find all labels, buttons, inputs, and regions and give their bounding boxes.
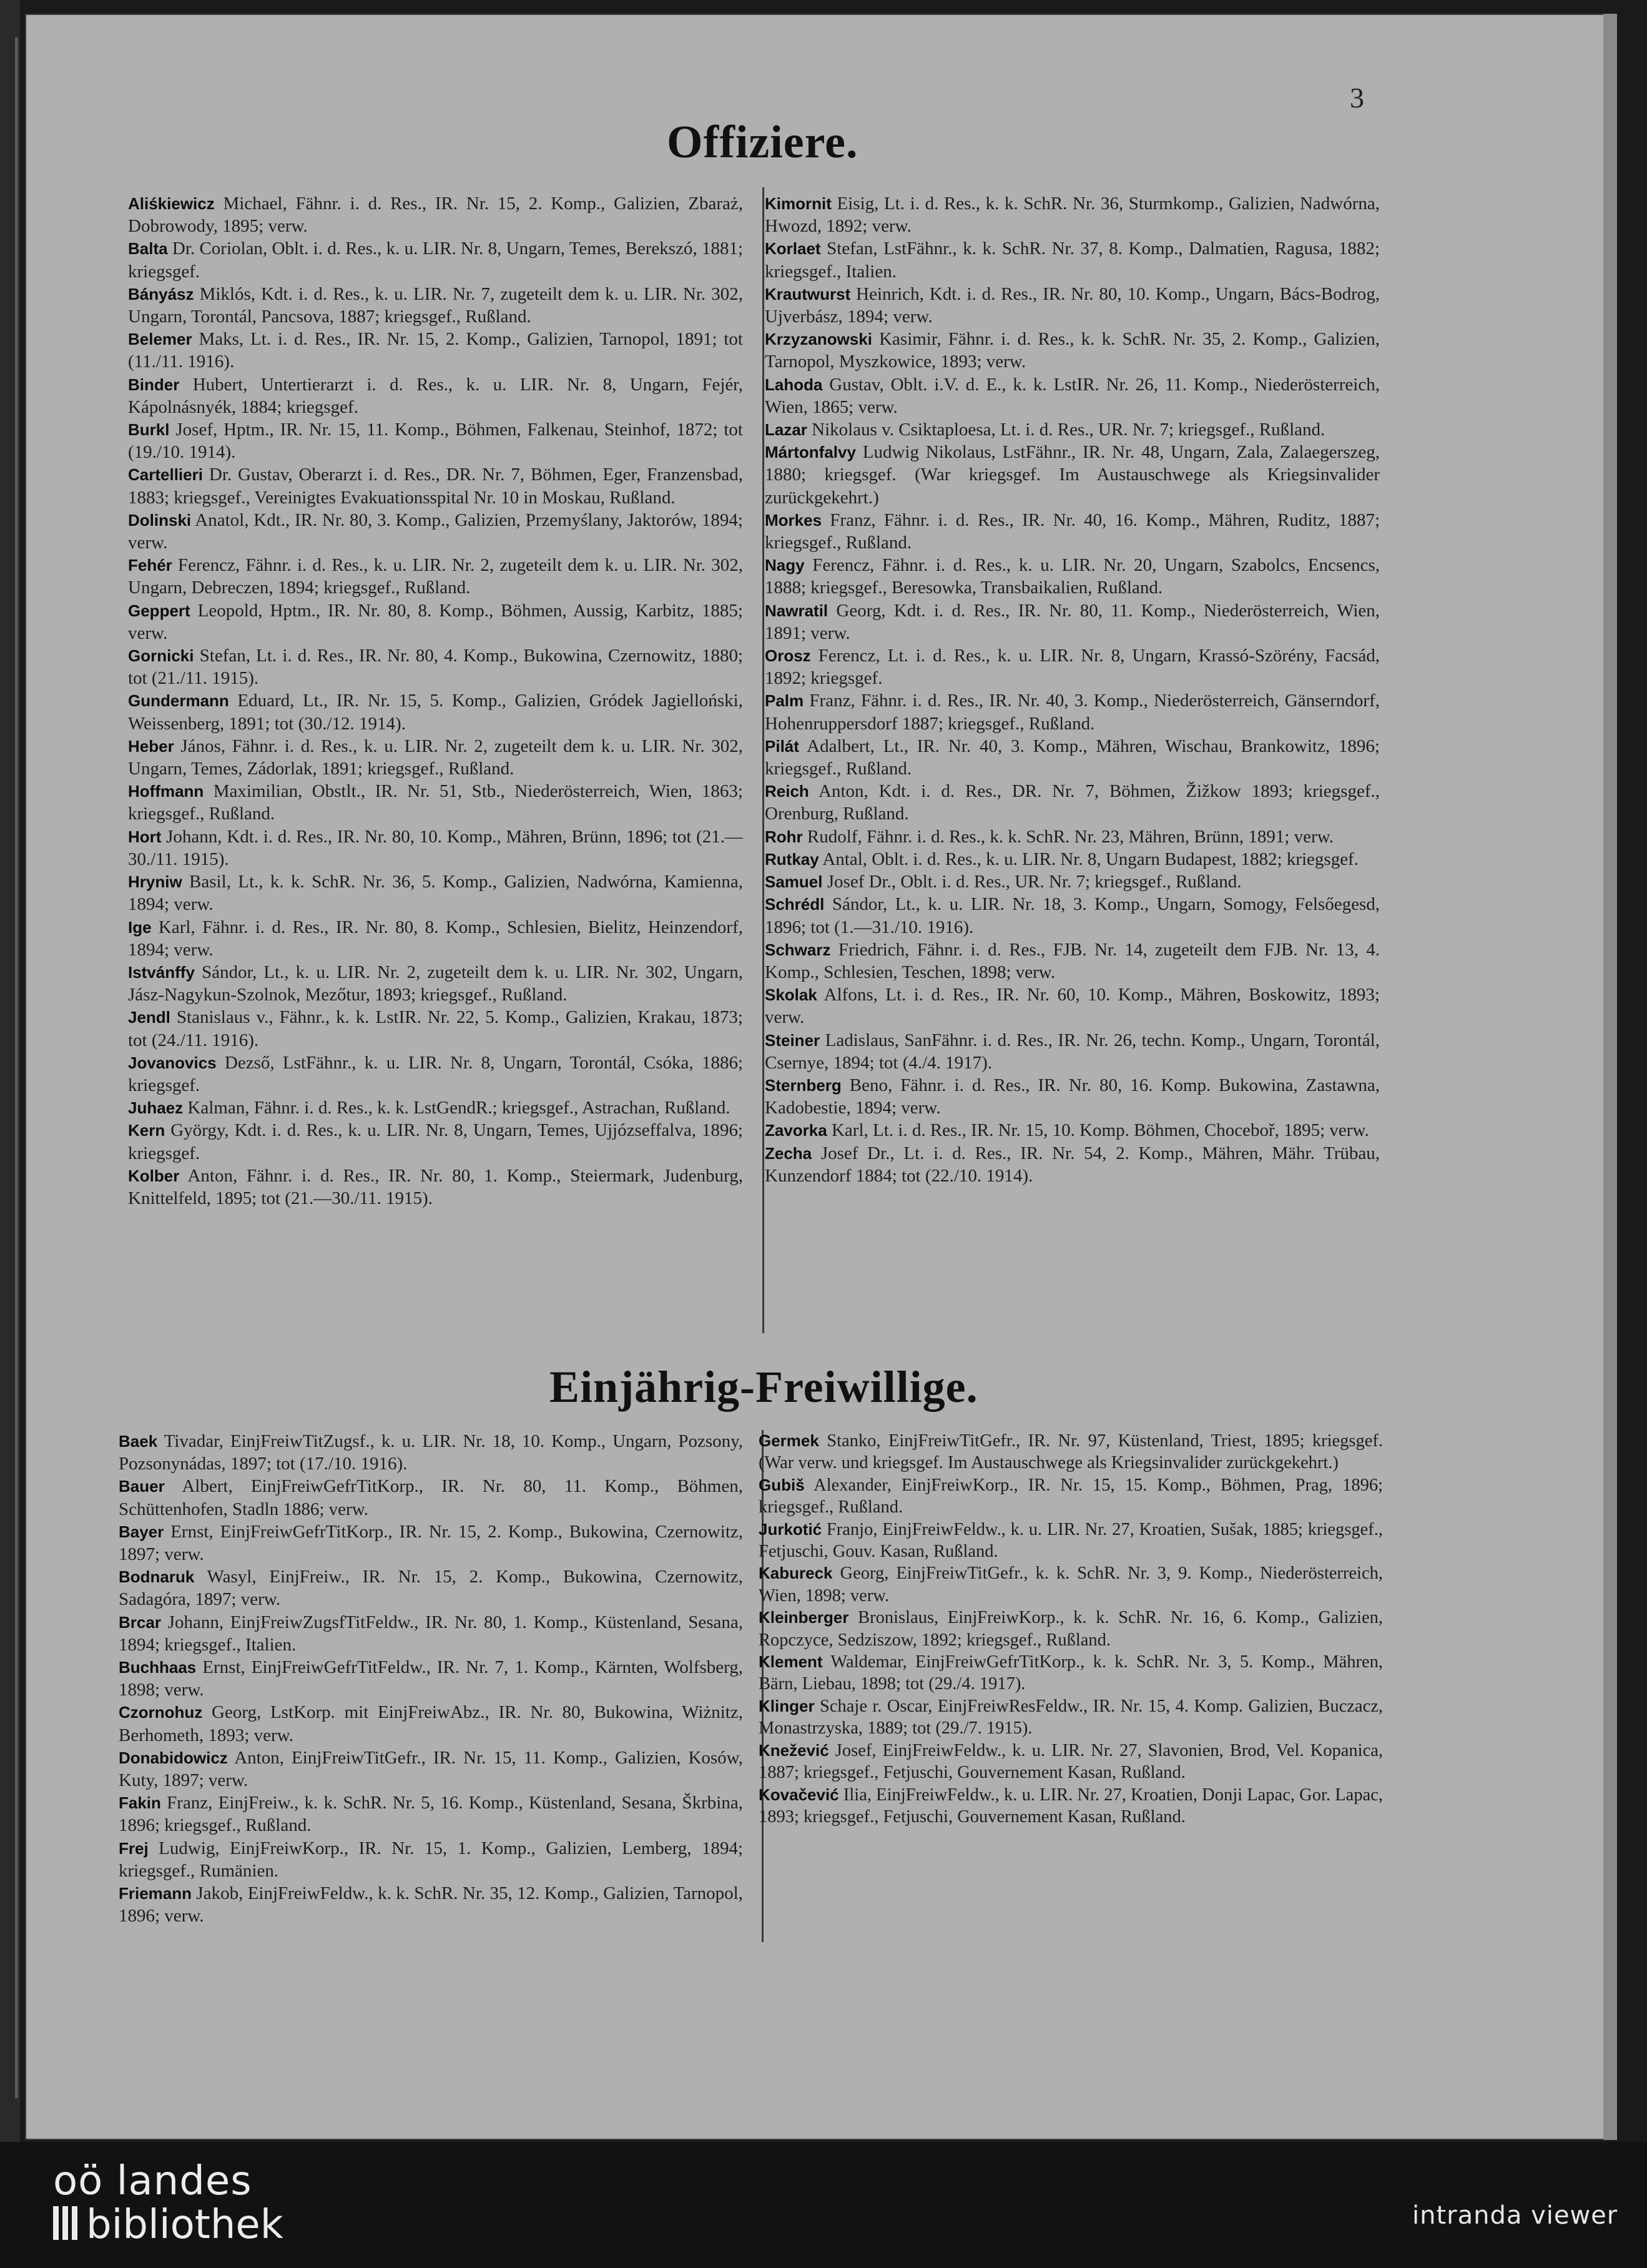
- entry-details: Jakob, EinjFreiwFeldw., k. k. SchR. Nr. 35, 12. Komp., Galizien, Tarnopol, 1896; verw.: [119, 1883, 743, 1926]
- entry-details: Ludwig Nikolaus, LstFähnr., IR. Nr. 48, Ungarn, Zala, Zalaegerszeg, 1880; kriegsgef. (War kriegsgef. Im Austauschwege als Kriegsinvalider zurückgekehrt.): [765, 442, 1380, 508]
- entry-details: Beno, Fähnr. i. d. Res., IR. Nr. 80, 16. Komp. Bukowina, Zastawna, Kadobestie, 1894; verw.: [765, 1075, 1380, 1118]
- heading-officers: Offiziere.: [667, 117, 858, 168]
- register-entry: [128, 826, 743, 870]
- entry-surname: Rutkay: [765, 849, 819, 869]
- entry-surname: Nawratil: [765, 601, 828, 620]
- entry-surname: Klinger: [759, 1696, 815, 1715]
- entry-details: Kasimir, Fähnr. i. d. Res., k. k. SchR. Nr. 35, 2. Komp., Galizien, Tarnopol, Myszkowice, 1893; verw.: [765, 329, 1380, 372]
- entry-details: Ferencz, Fähnr. i. d. Res., k. u. LIR. Nr. 2, zugeteilt dem k. u. LIR. Nr. 302, Ungarn, Debreczen, 1894; kriegsgef., Rußland.: [128, 555, 743, 598]
- register-entry: [765, 1074, 1380, 1119]
- entry-surname: Gubiš: [759, 1475, 805, 1494]
- register-entry: [128, 283, 743, 328]
- entry-surname: Jurkotić: [759, 1519, 822, 1539]
- register-entry: [765, 848, 1380, 870]
- entry-surname: Hryniw: [128, 872, 182, 892]
- entry-surname: Gornicki: [128, 646, 194, 666]
- entry-details: Kalman, Fähnr. i. d. Res., k. k. LstGendR.; kriegsgef., Astrachan, Rußland.: [183, 1098, 730, 1118]
- register-entry: [759, 1519, 1383, 1563]
- adjacent-page-edge: [0, 0, 20, 2142]
- entry-surname: Burkl: [128, 420, 170, 440]
- entry-details: Anton, EinjFreiwTitGefr., IR. Nr. 15, 11. Komp., Galizien, Kosów, Kuty, 1897; verw.: [119, 1747, 743, 1791]
- entry-surname: Mártonfalvy: [765, 443, 856, 462]
- entry-surname: Steiner: [765, 1030, 820, 1050]
- entry-details: Franjo, EinjFreiwFeldw., k. u. LIR. Nr. 27, Kroatien, Sušak, 1885; kriegsgef., Fetjuschi, Gouv. Kasan, Rußland.: [759, 1519, 1383, 1562]
- register-entry: [128, 328, 743, 373]
- entry-details: Ernst, EinjFreiwGefrTitFeldw., IR. Nr. 7, 1. Komp., Kärnten, Wolfsberg, 1898; verw.: [119, 1657, 743, 1700]
- entry-surname: Binder: [128, 375, 180, 394]
- entry-surname: Jovanovics: [128, 1053, 217, 1072]
- register-entry: [119, 1565, 743, 1610]
- entry-surname: Fakin: [119, 1793, 161, 1813]
- entry-surname: Brcar: [119, 1612, 161, 1632]
- entry-surname: Czornohuz: [119, 1703, 203, 1722]
- register-entry: [765, 328, 1380, 373]
- register-entry: [119, 1475, 743, 1520]
- entry-details: Stanislaus v., Fähnr., k. k. LstIR. Nr. 22, 5. Komp., Galizien, Krakau, 1873; tot (24./11. 1916).: [128, 1007, 743, 1050]
- entry-details: Maximilian, Obstlt., IR. Nr. 51, Stb., Niederösterreich, Wien, 1863; kriegsgef., Rußland.: [128, 781, 743, 824]
- logo-line1: oö landes: [53, 2158, 252, 2204]
- logo-line2: bibliothek: [86, 2202, 283, 2248]
- register-entry: [765, 826, 1380, 848]
- entry-details: Michael, Fähnr. i. d. Res., IR. Nr. 15, 2. Komp., Galizien, Zbaraż, Dobrowody, 1895; verw.: [128, 194, 743, 237]
- entry-details: Wasyl, EinjFreiw., IR. Nr. 15, 2. Komp., Bukowina, Czernowitz, Sadagóra, 1897; verw.: [119, 1567, 743, 1610]
- register-entry: [128, 1052, 743, 1097]
- entry-details: Josef Dr., Lt. i. d. Res., IR. Nr. 54, 2. Komp., Mähren, Mähr. Trübau, Kunzendorf 1884; tot (22./10. 1914).: [765, 1143, 1380, 1186]
- register-entry: [765, 554, 1380, 599]
- entry-surname: Krautwurst: [765, 284, 851, 303]
- entry-surname: Bányász: [128, 284, 194, 303]
- entry-details: Alexander, EinjFreiwKorp., IR. Nr. 15, 15. Komp., Böhmen, Prag, 1896; kriegsgef., Rußland.: [759, 1475, 1383, 1517]
- entry-details: Alfons, Lt. i. d. Res., IR. Nr. 60, 10. Komp., Mähren, Boskowitz, 1893; verw.: [765, 985, 1380, 1028]
- entry-surname: Gundermann: [128, 691, 229, 711]
- register-entry: [765, 192, 1380, 237]
- entry-details: Ernst, EinjFreiwGefrTitKorp., IR. Nr. 15, 2. Komp., Bukowina, Czernowitz, 1897; verw.: [119, 1521, 743, 1565]
- register-entry: [759, 1562, 1383, 1607]
- entry-details: Sándor, Lt., k. u. LIR. Nr. 2, zugeteilt dem k. u. LIR. Nr. 302, Ungarn, Jász-Nagykun-Szolnok, Mezőtur, 1893; kriegsgef., Rußland.: [128, 962, 743, 1005]
- entry-surname: Morkes: [765, 510, 822, 530]
- entry-details: Franz, Fähnr. i. d. Res., IR. Nr. 40, 3. Komp., Niederösterreich, Gänserndorf, Hohenruppersdorf 1887; kriegsgef., Rußland.: [765, 691, 1380, 734]
- entry-surname: Heber: [128, 736, 174, 756]
- entry-surname: Palm: [765, 691, 804, 711]
- entry-details: György, Kdt. i. d. Res., k. u. LIR. Nr. 8, Ungarn, Temes, Ujjózseffalva, 1896; kriegsgef.: [128, 1120, 743, 1163]
- entry-details: Albert, EinjFreiwGefrTitKorp., IR. Nr. 80, 11. Komp., Böhmen, Schüttenhofen, Stadln 1886; verw.: [119, 1476, 743, 1519]
- entry-surname: Hoffmann: [128, 782, 204, 801]
- register-entry: [765, 689, 1380, 734]
- entry-surname: Dolinski: [128, 510, 192, 530]
- entry-details: Stefan, LstFähnr., k. k. SchR. Nr. 37, 8. Komp., Dalmatien, Ragusa, 1882; kriegsgef., Italien.: [765, 239, 1380, 282]
- register-entry: [119, 1521, 743, 1565]
- entry-details: Johann, Kdt. i. d. Res., IR. Nr. 80, 10. Komp., Mähren, Brünn, 1896; tot (21.—30./11. 1915).: [128, 826, 743, 869]
- entry-details: Karl, Lt. i. d. Res., IR. Nr. 15, 10. Komp. Böhmen, Choceboř, 1895; verw.: [827, 1120, 1369, 1141]
- entry-details: Ilia, EinjFreiwFeldw., k. u. LIR. Nr. 27, Kroatien, Donji Lapac, Gor. Lapac, 1893; kriegsgef., Fetjuschi, Gouvernement Kasan, Rußland.: [759, 1785, 1383, 1827]
- entry-details: Franz, Fähnr. i. d. Res., IR. Nr. 40, 16. Komp., Mähren, Ruditz, 1887; kriegsgef., Rußland.: [765, 510, 1380, 553]
- register-entry: [128, 418, 743, 463]
- entry-surname: Aliśkiewicz: [128, 194, 215, 213]
- register-entry: [128, 961, 743, 1006]
- register-entry: [128, 780, 743, 825]
- entry-details: Stefan, Lt. i. d. Res., IR. Nr. 80, 4. Komp., Bukowina, Czernowitz, 1880; tot (21./11. 1915).: [128, 646, 743, 689]
- entry-details: Waldemar, EinjFreiwGefrTitKorp., k. k. SchR. Nr. 3, 5. Komp., Mähren, Bärn, Liebau, 1898; tot (29./4. 1917).: [759, 1652, 1383, 1694]
- entry-details: Rudolf, Fähnr. i. d. Res., k. k. SchR. Nr. 23, Mähren, Brünn, 1891; verw.: [802, 826, 1334, 847]
- register-entry: [765, 735, 1380, 780]
- entry-surname: Samuel: [765, 872, 823, 892]
- page-number: 3: [1350, 82, 1364, 114]
- entry-surname: Kern: [128, 1121, 165, 1140]
- register-entry: [759, 1740, 1383, 1784]
- entry-details: Johann, EinjFreiwZugsfTitFeldw., IR. Nr. 80, 1. Komp., Küstenland, Sesana, 1894; kriegsgef., Italien.: [119, 1612, 743, 1655]
- entry-surname: Germek: [759, 1431, 819, 1450]
- entry-surname: Rohr: [765, 827, 803, 846]
- column-divider: [762, 187, 764, 1333]
- entry-surname: Juhaez: [128, 1098, 184, 1118]
- entry-details: Friedrich, Fähnr. i. d. Res., FJB. Nr. 14, zugeteilt dem FJB. Nr. 13, 4. Komp., Schlesien, Teschen, 1898; verw.: [765, 939, 1380, 982]
- entry-details: Schaje r. Oscar, EinjFreiwResFeldw., IR. Nr. 15, 4. Komp. Galizien, Buczacz, Monastrzyska, 1889; tot (29./7. 1915).: [759, 1696, 1383, 1738]
- volunteers-column-left: [119, 1430, 743, 1927]
- register-entry: [765, 509, 1380, 554]
- entry-surname: Fehér: [128, 556, 172, 575]
- entry-details: Josef, Hptm., IR. Nr. 15, 11. Komp., Böhmen, Falkenau, Steinhof, 1872; tot (19./10. 1914).: [128, 420, 743, 463]
- register-entry: [765, 984, 1380, 1028]
- entry-surname: Cartellieri: [128, 465, 203, 485]
- register-entry: [128, 644, 743, 689]
- entry-details: Karl, Fähnr. i. d. Res., IR. Nr. 80, 8. Komp., Schlesien, Bielitz, Heinzendorf, 1894; verw.: [128, 917, 743, 960]
- register-entry: [759, 1607, 1383, 1651]
- entry-surname: Knežević: [759, 1740, 829, 1760]
- entry-details: Tivadar, EinjFreiwTitZugsf., k. u. LIR. Nr. 18, 10. Komp., Ungarn, Pozsony, Pozsonynádas, 1897; tot (17./10. 1916).: [119, 1431, 743, 1474]
- entry-details: Georg, LstKorp. mit EinjFreiwAbz., IR. Nr. 80, Bukowina, Wiżnitz, Berhometh, 1893; verw.: [119, 1702, 743, 1745]
- entry-details: János, Fähnr. i. d. Res., k. u. LIR. Nr. 2, zugeteilt dem k. u. LIR. Nr. 302, Ungarn, Temes, Zádorlak, 1891; kriegsgef., Rußland.: [128, 736, 743, 779]
- register-entry: [128, 463, 743, 508]
- entry-surname: Kovačević: [759, 1785, 839, 1804]
- entry-details: Adalbert, Lt., IR. Nr. 40, 3. Komp., Mähren, Wischau, Brankowitz, 1896; kriegsgef., Rußland.: [765, 736, 1380, 779]
- officers-column-left: [128, 192, 743, 1210]
- register-entry: [765, 893, 1380, 938]
- entry-details: Dezső, LstFähnr., k. u. LIR. Nr. 8, Ungarn, Torontál, Csóka, 1886; kriegsgef.: [128, 1052, 743, 1095]
- register-entry: [128, 1097, 743, 1119]
- register-entry: [765, 1142, 1380, 1187]
- register-entry: [759, 1651, 1383, 1695]
- volunteers-column-right: [759, 1430, 1383, 1828]
- entry-surname: Kabureck: [759, 1564, 833, 1583]
- register-entry: [128, 554, 743, 599]
- register-entry: [128, 373, 743, 418]
- register-entry: [765, 644, 1380, 689]
- entry-surname: Skolak: [765, 985, 817, 1005]
- register-entry: [765, 870, 1380, 893]
- register-entry: [759, 1695, 1383, 1740]
- entry-surname: Zecha: [765, 1143, 812, 1163]
- entry-surname: Krzyzanowski: [765, 330, 872, 349]
- heading-volunteers: Einjährig-Freiwillige.: [549, 1362, 978, 1412]
- entry-details: Heinrich, Kdt. i. d. Res., IR. Nr. 80, 10. Komp., Ungarn, Bács-Bodrog, Ujverbász, 1894; verw.: [765, 284, 1380, 327]
- entry-details: Stanko, EinjFreiwTitGefr., IR. Nr. 97, Küstenland, Triest, 1895; kriegsgef. (War verw. und kriegsgef. Im Austauschwege als Kriegsinvalider zurückgekehrt.): [759, 1431, 1383, 1473]
- register-entry: [765, 939, 1380, 984]
- register-entry: [119, 1792, 743, 1837]
- entry-surname: Balta: [128, 239, 168, 259]
- entry-details: Antal, Oblt. i. d. Res., k. u. LIR. Nr. 8, Ungarn Budapest, 1882; kriegsgef.: [819, 849, 1359, 869]
- entry-details: Anton, Kdt. i. d. Res., DR. Nr. 7, Böhmen, Žižkow 1893; kriegsgef., Orenburg, Rußland.: [765, 781, 1380, 824]
- register-entry: [128, 237, 743, 282]
- register-entry: [765, 373, 1380, 418]
- register-entry: [765, 1119, 1380, 1141]
- entry-surname: Bayer: [119, 1522, 164, 1541]
- register-entry: [128, 192, 743, 237]
- entry-surname: Istvánffy: [128, 962, 195, 982]
- entry-details: Dr. Gustav, Oberarzt i. d. Res., DR. Nr. 7, Böhmen, Eger, Franzensbad, 1883; kriegsgef., Vereinigtes Evakuationsspital Nr. 10 in Moskau, Rußland.: [128, 465, 743, 508]
- register-entry: [119, 1611, 743, 1656]
- entry-surname: Schwarz: [765, 940, 831, 959]
- entry-surname: Bodnaruk: [119, 1567, 195, 1587]
- entry-details: Bronislaus, EinjFreiwKorp., k. k. SchR. Nr. 16, 6. Komp., Galizien, Ropczyce, Sedziszow, 1892; kriegsgef., Rußland.: [759, 1608, 1383, 1650]
- entry-surname: Hort: [128, 827, 162, 846]
- entry-surname: Klement: [759, 1652, 823, 1672]
- entry-details: Ladislaus, SanFähnr. i. d. Res., IR. Nr. 26, techn. Komp., Ungarn, Torontál, Csernye, 1894; tot (4./4. 1917).: [765, 1030, 1380, 1073]
- entry-details: Maks, Lt. i. d. Res., IR. Nr. 15, 2. Komp., Galizien, Tarnopol, 1891; tot (11./11. 1916).: [128, 329, 743, 372]
- register-entry: [765, 599, 1380, 644]
- entry-surname: Pilát: [765, 736, 799, 756]
- entry-details: Georg, EinjFreiwTitGefr., k. k. SchR. Nr. 3, 9. Komp., Niederösterreich, Wien, 1898; verw.: [759, 1564, 1383, 1605]
- entry-surname: Frej: [119, 1838, 149, 1858]
- entry-details: Georg, Kdt. i. d. Res., IR. Nr. 80, 11. Komp., Niederösterreich, Wien, 1891; verw.: [765, 600, 1380, 643]
- entry-surname: Buchhaas: [119, 1658, 197, 1677]
- register-entry: [128, 599, 743, 644]
- entry-surname: Kleinberger: [759, 1608, 849, 1627]
- entry-details: Franz, EinjFreiw., k. k. SchR. Nr. 5, 16. Komp., Küstenland, Sesana, Škrbina, 1896; kriegsgef., Rußland.: [119, 1793, 743, 1836]
- entry-details: Eduard, Lt., IR. Nr. 15, 5. Komp., Galizien, Gródek Jagielloński, Weissenberg, 1891; tot (30./12. 1914).: [128, 691, 743, 734]
- register-entry: [765, 418, 1380, 441]
- page-edge-shadow: [1603, 14, 1617, 2140]
- entry-surname: Jendl: [128, 1008, 170, 1027]
- entry-surname: Ige: [128, 917, 152, 937]
- register-entry: [119, 1701, 743, 1746]
- register-entry: [765, 1029, 1380, 1074]
- entry-details: Sándor, Lt., k. u. LIR. Nr. 18, 3. Komp., Ungarn, Somogy, Felsőegesd, 1896; tot (1.—31./10. 1916).: [765, 894, 1380, 937]
- entry-surname: Lahoda: [765, 375, 823, 394]
- entry-details: Miklós, Kdt. i. d. Res., k. u. LIR. Nr. 7, zugeteilt dem k. u. LIR. Nr. 302, Ungarn, Torontál, Pancsova, 1887; kriegsgef., Rußland.: [128, 284, 743, 327]
- register-entry: [119, 1747, 743, 1792]
- register-entry: [765, 780, 1380, 825]
- entry-surname: Korlaet: [765, 239, 821, 259]
- register-entry: [759, 1784, 1383, 1828]
- entry-details: Josef Dr., Oblt. i. d. Res., UR. Nr. 7; kriegsgef., Rußland.: [822, 872, 1242, 892]
- register-entry: [765, 283, 1380, 328]
- entry-surname: Reich: [765, 782, 809, 801]
- entry-surname: Belemer: [128, 330, 192, 349]
- register-entry: [128, 735, 743, 780]
- register-entry: [128, 916, 743, 961]
- register-entry: [128, 689, 743, 734]
- entry-surname: Sternberg: [765, 1075, 842, 1095]
- register-entry: [119, 1837, 743, 1882]
- logo-bars-icon: [53, 2205, 81, 2249]
- entry-details: Anton, Fähnr. i. d. Res., IR. Nr. 80, 1. Komp., Steiermark, Judenburg, Knittelfeld, 1895; tot (21.—30./11. 1915).: [128, 1165, 743, 1208]
- entry-details: Nikolaus v. Csiktaploesa, Lt. i. d. Res., UR. Nr. 7; kriegsgef., Rußland.: [807, 420, 1325, 440]
- register-entry: [765, 237, 1380, 282]
- entry-surname: Kimornit: [765, 194, 832, 213]
- register-entry: [759, 1474, 1383, 1519]
- entry-details: Gustav, Oblt. i.V. d. E., k. k. LstIR. Nr. 26, 11. Komp., Niederösterreich, Wien, 1865; verw.: [765, 374, 1380, 417]
- entry-surname: Geppert: [128, 601, 190, 620]
- register-entry: [119, 1430, 743, 1475]
- entry-surname: Bauer: [119, 1477, 165, 1496]
- entry-surname: Zavorka: [765, 1121, 827, 1140]
- register-entry: [128, 1165, 743, 1210]
- register-entry: [119, 1882, 743, 1927]
- entry-surname: Friemann: [119, 1884, 192, 1903]
- entry-details: Basil, Lt., k. k. SchR. Nr. 36, 5. Komp., Galizien, Nadwórna, Kamienna, 1894; verw.: [128, 872, 743, 915]
- entry-surname: Lazar: [765, 420, 807, 440]
- entry-surname: Schrédl: [765, 895, 825, 914]
- entry-details: Ferencz, Fähnr. i. d. Res., k. u. LIR. Nr. 20, Ungarn, Szabolcs, Encsencs, 1888; kriegsgef., Beresowka, Transbaikalien, Rußland.: [765, 555, 1380, 598]
- entry-surname: Nagy: [765, 556, 805, 575]
- viewer-label[interactable]: intranda viewer: [1412, 2201, 1618, 2230]
- register-entry: [759, 1430, 1383, 1474]
- entry-surname: Kolber: [128, 1166, 180, 1185]
- entry-surname: Donabidowicz: [119, 1748, 228, 1767]
- entry-details: Ferencz, Lt. i. d. Res., k. u. LIR. Nr. 8, Ungarn, Krassó-Szörény, Facsád, 1892; kriegsgef.: [765, 646, 1380, 689]
- entry-details: Leopold, Hptm., IR. Nr. 80, 8. Komp., Böhmen, Aussig, Karbitz, 1885; verw.: [128, 600, 743, 643]
- entry-details: Hubert, Untertierarzt i. d. Res., k. u. LIR. Nr. 8, Ungarn, Fejér, Kápolnásnyék, 1884; kriegsgef.: [128, 374, 743, 417]
- register-entry: [128, 509, 743, 554]
- entry-surname: Baek: [119, 1432, 158, 1451]
- entry-surname: Orosz: [765, 646, 811, 666]
- register-entry: [128, 1119, 743, 1164]
- register-entry: [128, 1006, 743, 1051]
- register-entry: [765, 441, 1380, 509]
- entry-details: Ludwig, EinjFreiwKorp., IR. Nr. 15, 1. Komp., Galizien, Lemberg, 1894; kriegsgef., Rumänien.: [119, 1838, 743, 1881]
- library-logo[interactable]: [53, 2159, 283, 2249]
- register-entry: [119, 1656, 743, 1701]
- officers-column-right: [765, 192, 1380, 1187]
- entry-details: Josef, EinjFreiwFeldw., k. u. LIR. Nr. 27, Slavonien, Brod, Vel. Kopanica, 1887; kriegsgef., Fetjuschi, Gouvernement Kasan, Rußland.: [759, 1740, 1383, 1783]
- register-entry: [128, 870, 743, 915]
- entry-details: Dr. Coriolan, Oblt. i. d. Res., k. u. LIR. Nr. 8, Ungarn, Temes, Berekszó, 1881; kriegsgef.: [128, 239, 743, 282]
- entry-details: Eisig, Lt. i. d. Res., k. k. SchR. Nr. 36, Sturmkomp., Galizien, Nadwórna, Hwozd, 1892; verw.: [765, 194, 1380, 237]
- entry-details: Anatol, Kdt., IR. Nr. 80, 3. Komp., Galizien, Przemyślany, Jaktorów, 1894; verw.: [128, 510, 743, 553]
